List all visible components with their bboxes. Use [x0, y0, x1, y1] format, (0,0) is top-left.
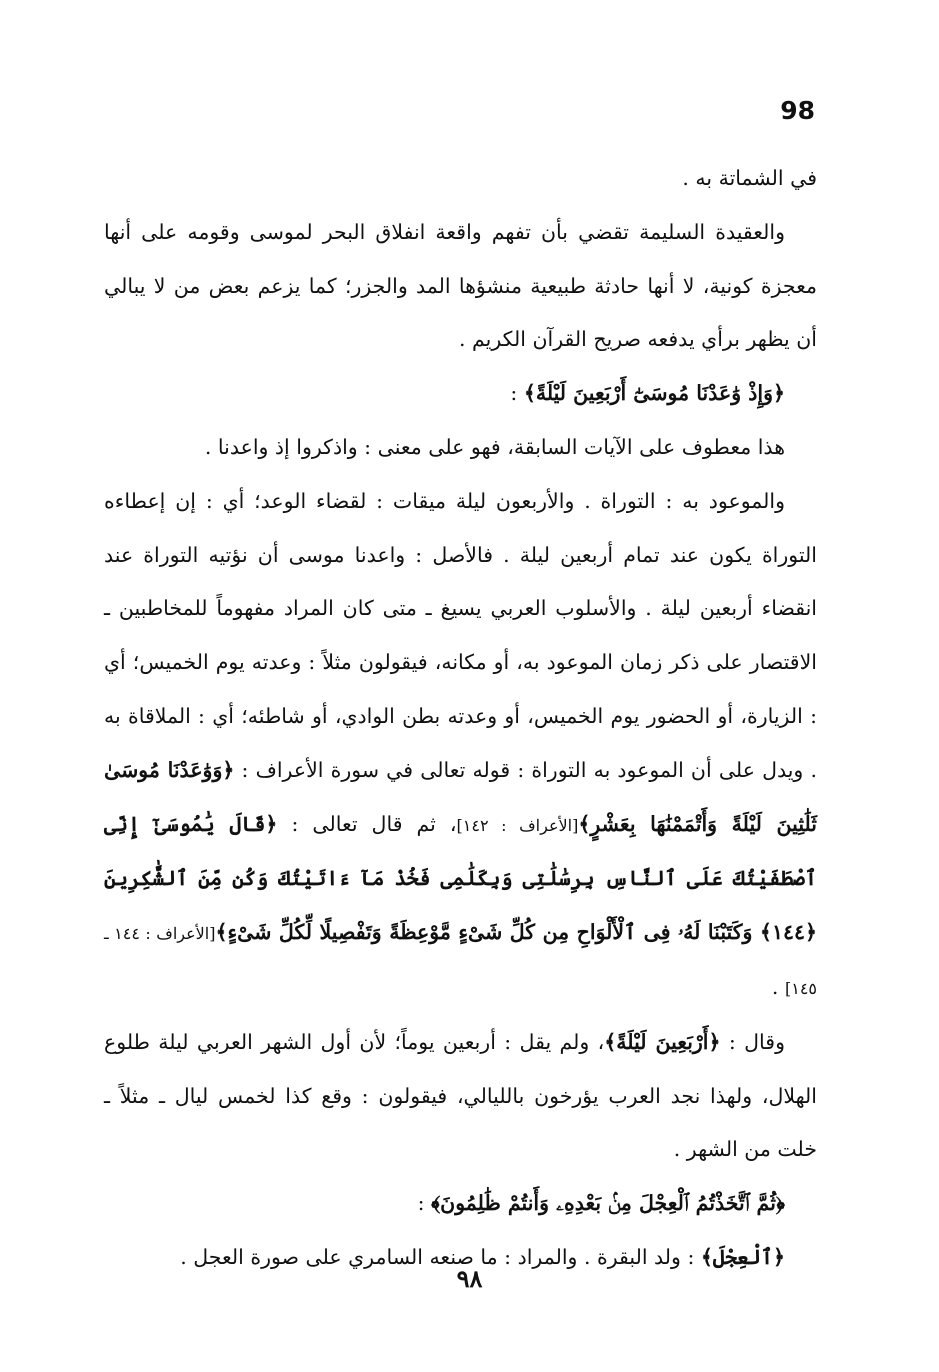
- paragraph-2: والعقيدة السليمة تقضي بأن تفهم واقعة انفلاق البحر لموسى وقومه على أنها معجزة كونية، لا أنها حادثة طبيعية منشؤها المد والجزر؛ كما يزعم بعض من لا يبالي أن يظهر برأي يدفعه صريح القرآن الكريم .: [104, 219, 817, 352]
- verse-heading-1: [104, 367, 817, 421]
- page-number-bottom: ٩٨: [456, 1264, 483, 1293]
- quran-quote-araf-144-145: ﴿قَالَ يَٰمُوسَىٰٓ إِنِّى ٱصْطَفَيْتُكَ عَلَى ٱلنَّاسِ بِرِسَٰلَٰتِى وَبِكَلَٰمِى فَخُذْ مَآ ءَاتَيْتُكَ وَكُن مِّنَ ٱلشَّٰكِرِينَ ﴿١٤٤﴾ وَكَتَبْنَا لَهُۥ فِى ٱلْأَلْوَاحِ مِن كُلِّ شَىْءٍ مَّوْعِظَةً وَتَفْصِيلًا لِّكُلِّ شَىْءٍ﴾: [104, 811, 817, 945]
- paragraph-4: [104, 475, 817, 1016]
- paragraph-3: هذا معطوف على الآيات السابقة، فهو على معنى : واذكروا إذ واعدنا .: [204, 434, 785, 459]
- verse-text: وَإِذْ وَٰعَدْنَا مُوسَىٰٓ أَرْبَعِينَ لَيْلَةً: [535, 381, 773, 406]
- verse-heading-2: [104, 1177, 817, 1231]
- page-number-top: 98: [780, 96, 815, 125]
- quran-quote-forty-nights: ﴿أَرْبَعِينَ لَيْلَةً﴾: [604, 1029, 721, 1054]
- paragraph-4-text: والموعود به : التوراة . والأربعون ليلة ميقات : لقضاء الوعد؛ أي : إن إعطاءه التوراة يكون عند تمام أربعين ليلة . فالأصل : واعدنا موسى أن نؤتيه التوراة عند انقضاء أربعين ليلة . والأسلوب العربي يسيغ ـ متى كان المراد مفهوماً للمخاطبين ـ الاقتصار على ذكر زمان الموعود به، أو مكانه، فيقولون مثلاً : وعدته يوم الخميس؛ أي : الزيارة، أو الحضور يوم الخميس، أو وعدته بطن الوادي، أو شاطئه؛ أي : الملاقاة به . ويدل على أن الموعود به التوراة : قوله تعالى في سورة الأعراف :: [104, 488, 818, 782]
- quran-quote-calf: ﴿ٱلْعِجْلَ﴾: [700, 1244, 785, 1269]
- paragraph-4-end: .: [771, 974, 785, 999]
- verse-colon: :: [417, 1191, 432, 1216]
- paragraph-5-text: وقال :: [720, 1029, 786, 1054]
- reference-araf-142: [الأعراف : ١٤٢]: [456, 815, 579, 835]
- page-body: [104, 152, 817, 1285]
- verse-colon: :: [510, 381, 524, 406]
- quran-bracket-close: ﴾: [431, 1191, 441, 1216]
- paragraph-6-text: : ولد البقرة . والمراد : ما صنعه السامري على صورة العجل .: [180, 1244, 701, 1269]
- quran-bracket-open: ﴿: [775, 1191, 785, 1216]
- paragraph-4-text-2: ، ثم قال تعالى :: [277, 811, 457, 836]
- quran-quote-araf-142: ﴿وَوَٰعَدْنَا مُوسَىٰ ثَلَٰثِينَ لَيْلَةً وَأَتْمَمْنَٰهَا بِعَشْرٍ﴾: [104, 757, 817, 836]
- paragraph-5-text-2: ، ولم يقل : أربعين يوماً؛ لأن أول الشهر العربي ليلة طلوع الهلال، ولهذا نجد العرب يؤرخون بالليالي، فيقولون : وقع كذا لخمس ليال ـ مثلاً ـ خلت من الشهر .: [104, 1029, 817, 1162]
- verse-text: ثُمَّ ٱتَّخَذْتُمُ ٱلْعِجْلَ مِنۢ بَعْدِهِۦ وَأَنتُمْ ظَٰلِمُونَ: [440, 1191, 776, 1216]
- paragraph-5: [104, 1016, 817, 1177]
- quran-bracket-open: ﴿: [772, 381, 785, 406]
- paragraph-1: في الشماتة به .: [682, 166, 817, 190]
- quran-bracket-close: ﴾: [523, 381, 536, 406]
- reference-araf-144-145: [الأعراف : ١٤٤ ـ ١٤٥]: [104, 924, 817, 998]
